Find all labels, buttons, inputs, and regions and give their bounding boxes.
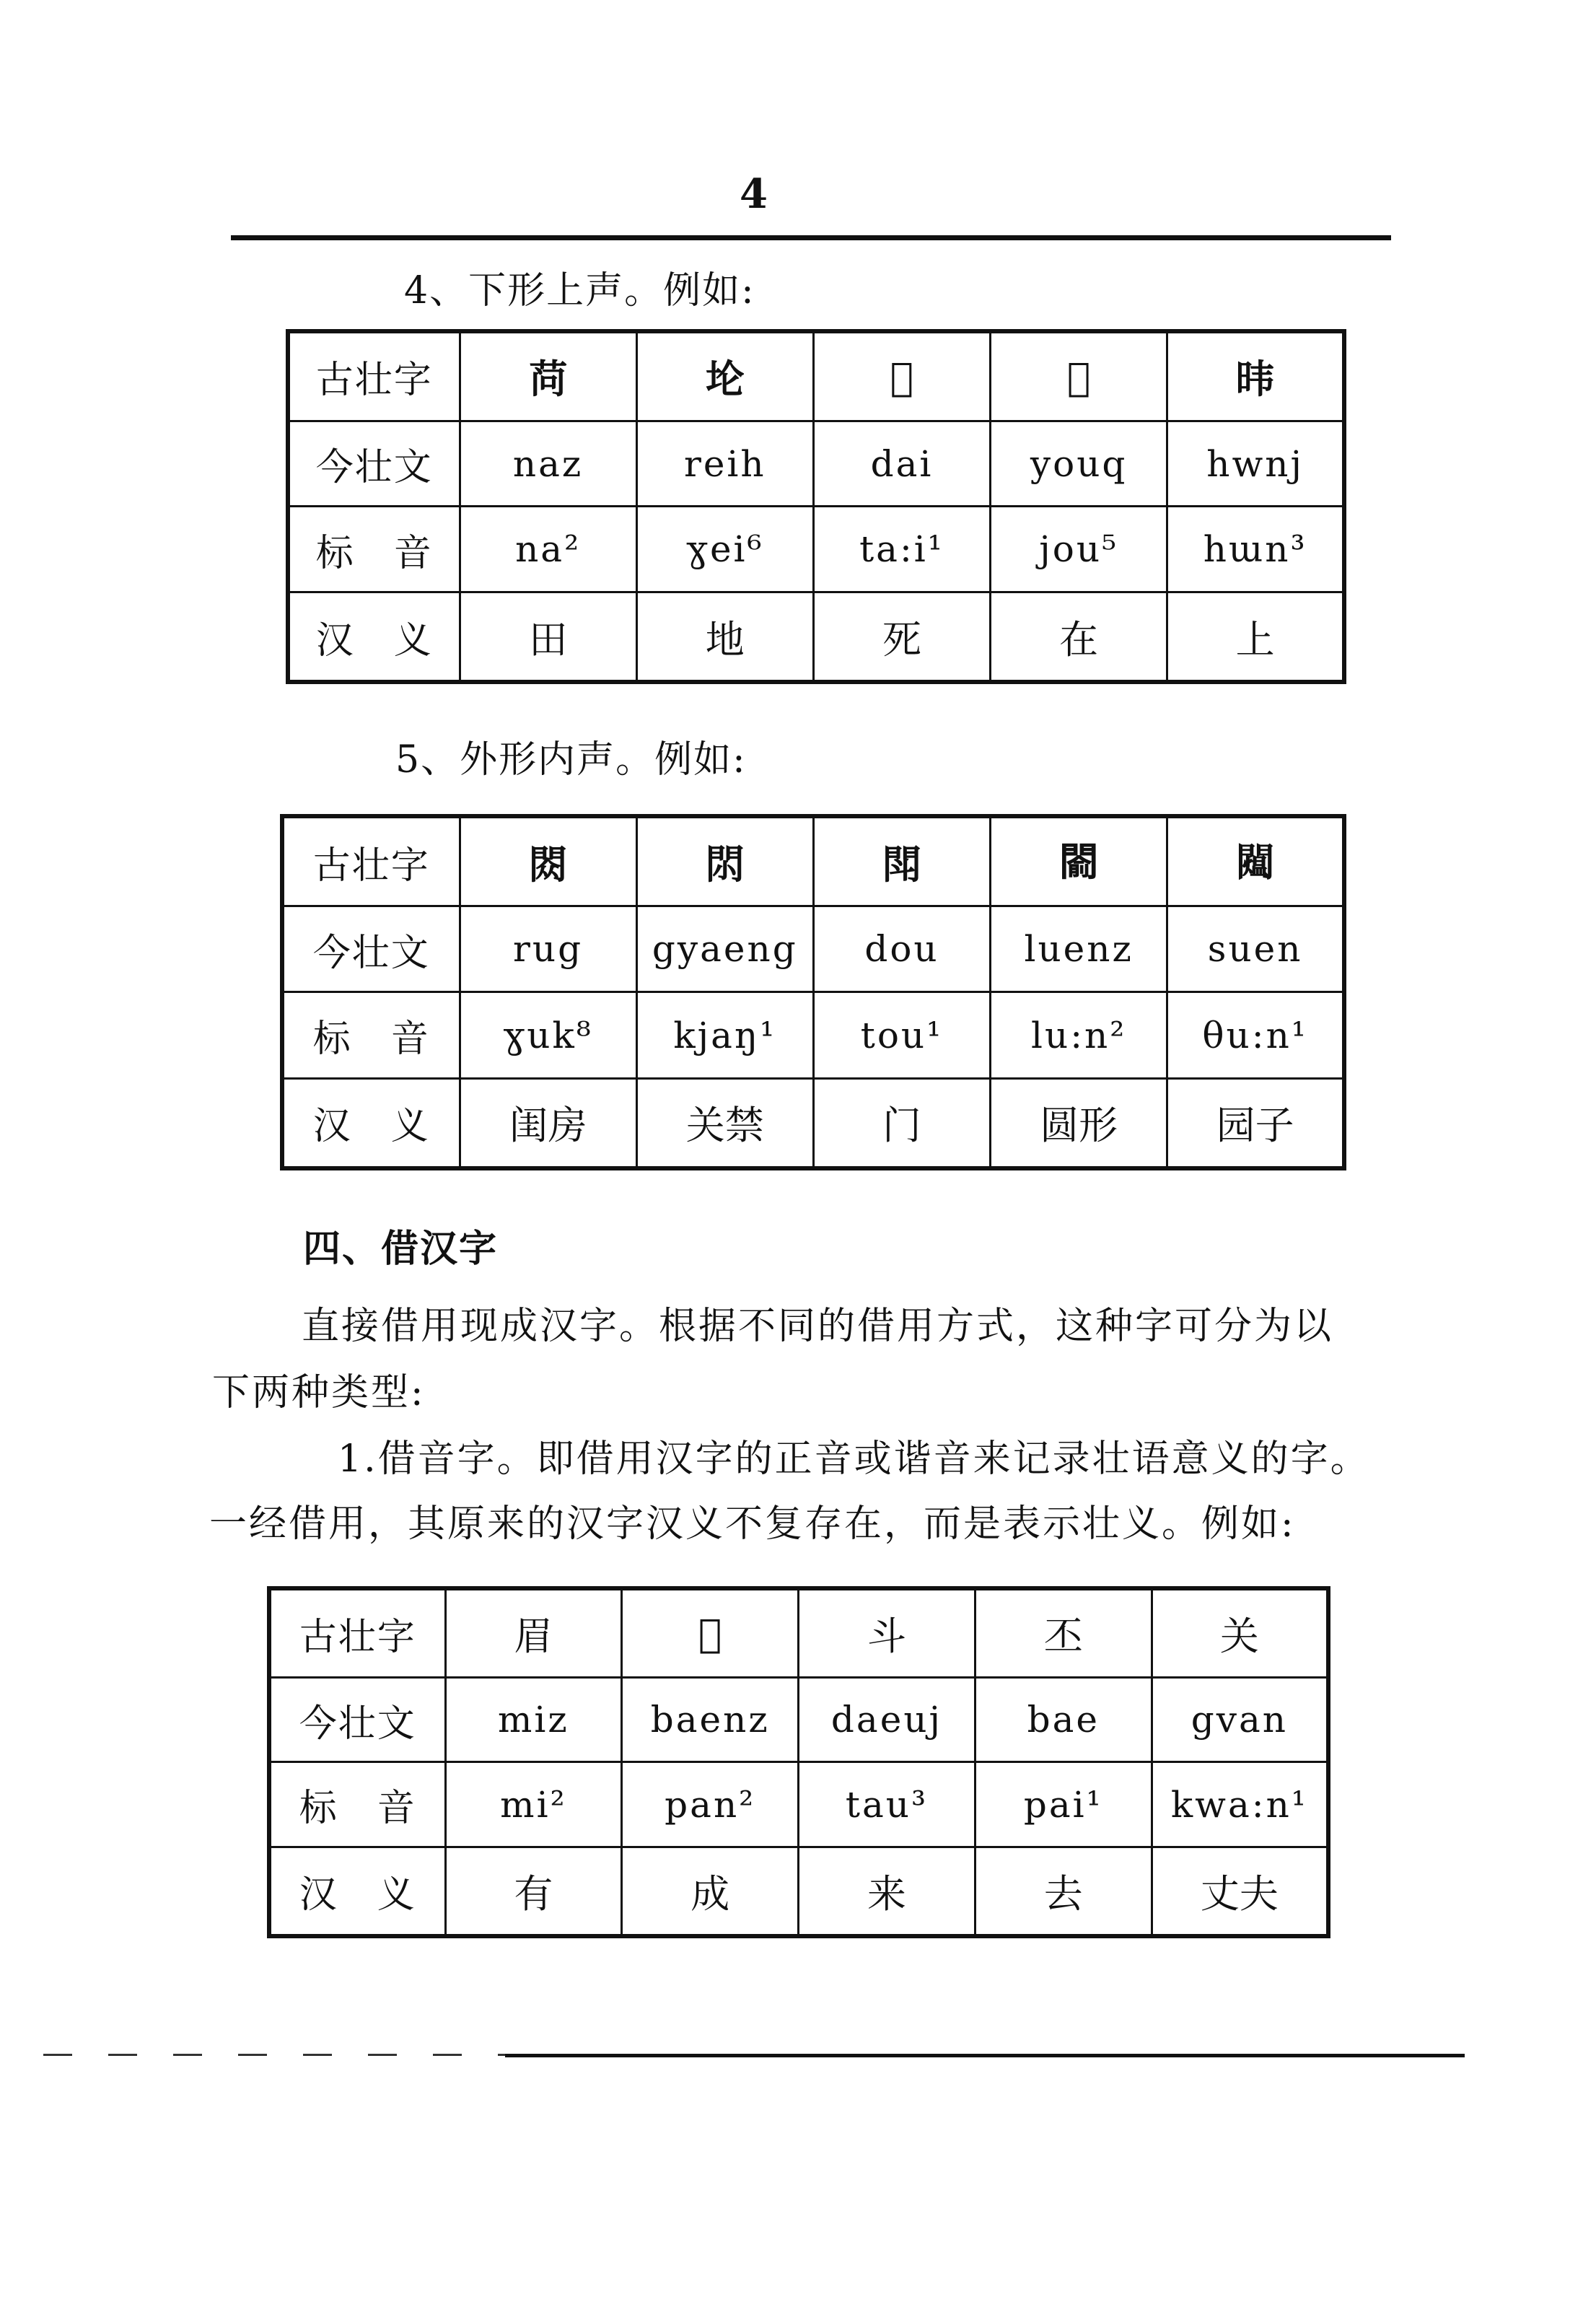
row-label: 古壮字 [269,1588,445,1677]
row-label: 标 音 [288,507,460,592]
table-cell: jou⁵ [991,507,1167,592]
table-loan [267,1586,1330,1938]
table-cell: rug [460,906,636,992]
table-cell: 閦 [460,816,636,906]
table-cell: 閗 [813,816,990,906]
table-cell: suen [1167,906,1344,992]
table-cell: baenz [622,1677,799,1762]
table-cell: θu:n¹ [1167,992,1344,1078]
table-cell: daeuj [799,1677,975,1762]
row-label: 汉 义 [288,592,460,682]
table-cell: 死 [813,592,990,682]
table-row [288,331,1344,421]
table-row [282,816,1344,906]
table-cell: 𨷐 [1167,816,1344,906]
table-cell: pai¹ [975,1762,1152,1847]
table-row [288,592,1344,682]
table-5 [280,814,1346,1170]
table-cell: 关 [1152,1588,1328,1677]
table-cell: 地 [636,592,813,682]
table-cell: gvan [1152,1677,1328,1762]
table-cell: na² [460,507,636,592]
row-label: 今壮文 [288,421,460,507]
table-row [288,507,1344,592]
table-cell: 眉 [445,1588,622,1677]
table-row [269,1677,1328,1762]
table-cell: 有 [445,1847,622,1936]
table-cell: 田 [460,592,636,682]
table-cell: 𨳒 [636,816,813,906]
row-label: 汉 义 [282,1078,460,1168]
table-cell: youq [991,421,1167,507]
table-cell: bae [975,1677,1152,1762]
table-cell: 去 [975,1847,1152,1936]
table-cell: 𬀩 [1167,331,1344,421]
page-number: 4 [740,170,768,218]
row-label: 标 音 [269,1762,445,1847]
table-cell: 闺房 [460,1078,636,1168]
paragraph-line: 下两种类型: [212,1371,426,1414]
table-cell: kjaŋ¹ [636,992,813,1078]
table-cell: naz [460,421,636,507]
table-cell: 丈夫 [1152,1847,1328,1936]
table-cell: gyaeng [636,906,813,992]
table-cell: hɯn³ [1167,507,1344,592]
table-cell: ɣei⁶ [636,507,813,592]
table-cell: 𨵦 [991,816,1167,906]
paragraph-line: 一经借用，其原来的汉字汉义不复存在，而是表示壮义。例如: [209,1502,1296,1546]
table-cell: tou¹ [813,992,990,1078]
section-heading: 四、借汉字 [303,1227,499,1271]
table-cell: dai [813,421,990,507]
row-label: 标 音 [282,992,460,1078]
table-cell: ɣuk⁸ [460,992,636,1078]
row-label: 古壮字 [288,331,460,421]
row-label: 今壮文 [269,1677,445,1762]
table-cell: 成 [622,1847,799,1936]
table-cell: 𬨞 [813,331,990,421]
table-cell: 𬜬 [460,331,636,421]
row-label: 古壮字 [282,816,460,906]
table-cell: 关禁 [636,1078,813,1168]
table-cell: 丕 [975,1588,1152,1677]
table-cell: 园子 [1167,1078,1344,1168]
table-row [282,992,1344,1078]
row-label: 今壮文 [282,906,460,992]
table-row [282,1078,1344,1168]
table-cell: 𦬶 [622,1588,799,1677]
table-cell: mi² [445,1762,622,1847]
table-cell: reih [636,421,813,507]
table-cell: 圆形 [991,1078,1167,1168]
section-5-title: 5、外形内声。例如: [395,738,747,782]
table-cell: luenz [991,906,1167,992]
footer-rule [505,2054,1465,2057]
table-cell: dou [813,906,990,992]
table-cell: 𠀏 [991,331,1167,421]
table-cell: 来 [799,1847,975,1936]
header-rule [231,235,1391,240]
table-row [269,1762,1328,1847]
table-row [269,1847,1328,1936]
table-cell: kwa:n¹ [1152,1762,1328,1847]
table-cell: tau³ [799,1762,975,1847]
section-4-title: 4、下形上声。例如: [404,269,755,312]
table-4 [286,329,1346,684]
paragraph-line: 1.借音字。即借用汉字的正音或谐音来记录壮语意义的字。 [338,1437,1370,1481]
table-cell: lu:n² [991,992,1167,1078]
footer-rule-dashes [43,2054,505,2056]
table-cell: 上 [1167,592,1344,682]
table-cell: 在 [991,592,1167,682]
table-row [269,1588,1328,1677]
table-row [282,906,1344,992]
table-cell: miz [445,1677,622,1762]
table-cell: 门 [813,1078,990,1168]
table-cell: 𫭢 [636,331,813,421]
table-cell: hwnj [1167,421,1344,507]
row-label: 汉 义 [269,1847,445,1936]
table-cell: pan² [622,1762,799,1847]
table-cell: 斗 [799,1588,975,1677]
table-cell: ta:i¹ [813,507,990,592]
paragraph-line: 直接借用现成汉字。根据不同的借用方式，这种字可分为以 [302,1305,1334,1348]
table-row [288,421,1344,507]
